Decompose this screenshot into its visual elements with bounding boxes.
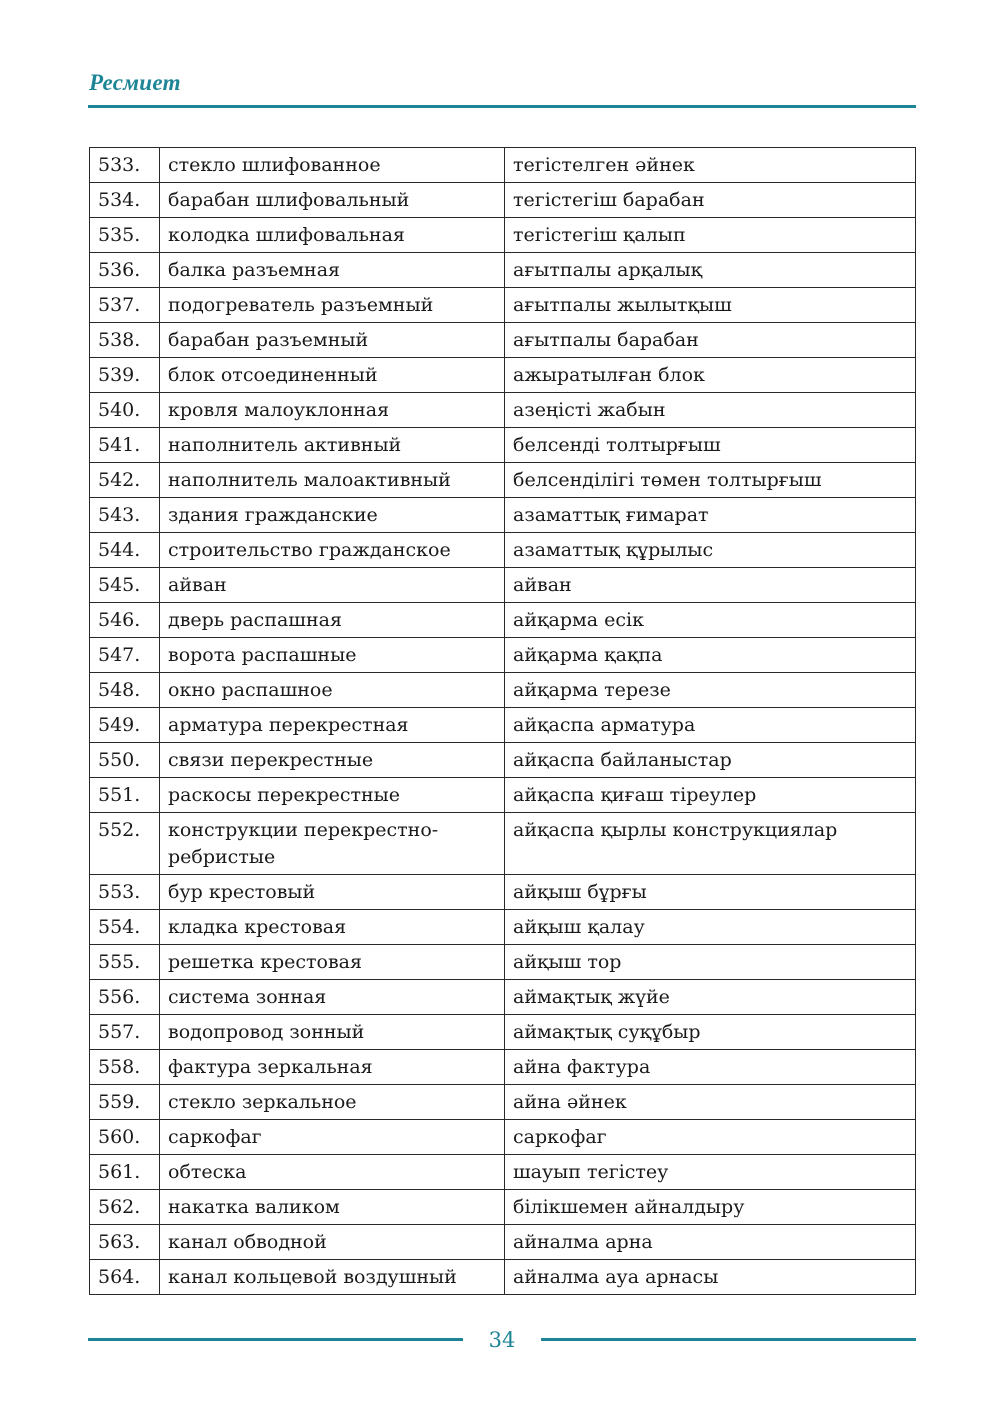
- kazakh-term-cell: аймақтық жүйе: [505, 980, 916, 1015]
- table-row: [90, 498, 916, 533]
- term-number-cell: 563.: [90, 1225, 160, 1260]
- kazakh-term-cell: тегістелген әйнек: [505, 148, 916, 183]
- term-number-cell: 540.: [90, 393, 160, 428]
- russian-term-cell: решетка крестовая: [160, 945, 505, 980]
- russian-term-cell: связи перекрестные: [160, 743, 505, 778]
- running-header-title: Ресмиет: [89, 70, 181, 95]
- russian-term-cell: бур крестовый: [160, 875, 505, 910]
- term-number-cell: 539.: [90, 358, 160, 393]
- kazakh-term-cell: азаматтық ғимарат: [505, 498, 916, 533]
- term-number-cell: 534.: [90, 183, 160, 218]
- russian-term-cell: здания гражданские: [160, 498, 505, 533]
- kazakh-term-cell: айқыш қалау: [505, 910, 916, 945]
- kazakh-term-cell: азаматтық құрылыс: [505, 533, 916, 568]
- kazakh-term-cell: азеңісті жабын: [505, 393, 916, 428]
- table-row: [90, 1260, 916, 1295]
- term-number-cell: 541.: [90, 428, 160, 463]
- header-divider: [88, 105, 916, 108]
- kazakh-term-cell: тегістегіш барабан: [505, 183, 916, 218]
- kazakh-term-cell: айван: [505, 568, 916, 603]
- table-row: [90, 148, 916, 183]
- russian-term-cell: барабан разъемный: [160, 323, 505, 358]
- page-number: 34: [488, 1328, 516, 1352]
- russian-term-cell: кровля малоуклонная: [160, 393, 505, 428]
- russian-term-cell: наполнитель активный: [160, 428, 505, 463]
- kazakh-term-cell: айна фактура: [505, 1050, 916, 1085]
- term-number-cell: 545.: [90, 568, 160, 603]
- kazakh-term-cell: білікшемен айналдыру: [505, 1190, 916, 1225]
- russian-term-cell: наполнитель малоактивный: [160, 463, 505, 498]
- russian-term-cell: стекло шлифованное: [160, 148, 505, 183]
- kazakh-term-cell: айқарма есік: [505, 603, 916, 638]
- term-number-cell: 561.: [90, 1155, 160, 1190]
- russian-term-cell: строительство гражданское: [160, 533, 505, 568]
- kazakh-term-cell: ағытпалы жылытқыш: [505, 288, 916, 323]
- kazakh-term-cell: ағытпалы арқалық: [505, 253, 916, 288]
- term-number-cell: 533.: [90, 148, 160, 183]
- kazakh-term-cell: айқарма қақпа: [505, 638, 916, 673]
- kazakh-term-cell: айқарма терезе: [505, 673, 916, 708]
- term-number-cell: 564.: [90, 1260, 160, 1295]
- russian-term-cell: окно распашное: [160, 673, 505, 708]
- term-number-cell: 537.: [90, 288, 160, 323]
- russian-term-cell: стекло зеркальное: [160, 1085, 505, 1120]
- term-number-cell: 560.: [90, 1120, 160, 1155]
- glossary-table: [89, 147, 916, 1295]
- kazakh-term-cell: айқаспа арматура: [505, 708, 916, 743]
- term-number-cell: 535.: [90, 218, 160, 253]
- table-row: [90, 253, 916, 288]
- russian-term-cell: барабан шлифовальный: [160, 183, 505, 218]
- table-row: [90, 288, 916, 323]
- russian-term-cell: обтеска: [160, 1155, 505, 1190]
- russian-term-cell: канал обводной: [160, 1225, 505, 1260]
- term-number-cell: 546.: [90, 603, 160, 638]
- term-number-cell: 549.: [90, 708, 160, 743]
- kazakh-term-cell: ажыратылған блок: [505, 358, 916, 393]
- table-row: [90, 183, 916, 218]
- term-number-cell: 536.: [90, 253, 160, 288]
- russian-term-cell: ворота распашные: [160, 638, 505, 673]
- russian-term-cell: система зонная: [160, 980, 505, 1015]
- kazakh-term-cell: айналма арна: [505, 1225, 916, 1260]
- kazakh-term-cell: айқаспа қырлы конструкциялар: [505, 813, 916, 875]
- russian-term-cell: конструкции перекрестно-ребристые: [160, 813, 505, 875]
- kazakh-term-cell: белсенді толтырғыш: [505, 428, 916, 463]
- kazakh-term-cell: белсенділігі төмен толтырғыш: [505, 463, 916, 498]
- russian-term-cell: колодка шлифовальная: [160, 218, 505, 253]
- kazakh-term-cell: айналма ауа арнасы: [505, 1260, 916, 1295]
- table-row: [90, 910, 916, 945]
- table-row: [90, 358, 916, 393]
- table-row: [90, 1050, 916, 1085]
- table-row: [90, 323, 916, 358]
- russian-term-cell: айван: [160, 568, 505, 603]
- russian-term-cell: саркофаг: [160, 1120, 505, 1155]
- term-number-cell: 557.: [90, 1015, 160, 1050]
- table-row: [90, 1225, 916, 1260]
- term-number-cell: 555.: [90, 945, 160, 980]
- russian-term-cell: фактура зеркальная: [160, 1050, 505, 1085]
- table-row: [90, 1155, 916, 1190]
- table-row: [90, 218, 916, 253]
- term-number-cell: 553.: [90, 875, 160, 910]
- table-row: [90, 568, 916, 603]
- kazakh-term-cell: ағытпалы барабан: [505, 323, 916, 358]
- term-number-cell: 543.: [90, 498, 160, 533]
- kazakh-term-cell: айқыш тор: [505, 945, 916, 980]
- russian-term-cell: водопровод зонный: [160, 1015, 505, 1050]
- term-number-cell: 542.: [90, 463, 160, 498]
- table-row: [90, 875, 916, 910]
- table-row: [90, 1190, 916, 1225]
- kazakh-term-cell: шауып тегістеу: [505, 1155, 916, 1190]
- term-number-cell: 552.: [90, 813, 160, 875]
- russian-term-cell: раскосы перекрестные: [160, 778, 505, 813]
- table-row: [90, 638, 916, 673]
- table-row: [90, 1085, 916, 1120]
- term-number-cell: 548.: [90, 673, 160, 708]
- kazakh-term-cell: айқыш бұрғы: [505, 875, 916, 910]
- table-row: [90, 743, 916, 778]
- table-row: [90, 533, 916, 568]
- kazakh-term-cell: айқаспа қиғаш тіреулер: [505, 778, 916, 813]
- table-row: [90, 778, 916, 813]
- table-row: [90, 1015, 916, 1050]
- term-number-cell: 550.: [90, 743, 160, 778]
- footer-divider-right: [541, 1338, 916, 1341]
- term-number-cell: 547.: [90, 638, 160, 673]
- kazakh-term-cell: айқаспа байланыстар: [505, 743, 916, 778]
- russian-term-cell: накатка валиком: [160, 1190, 505, 1225]
- table-row: [90, 1120, 916, 1155]
- kazakh-term-cell: саркофаг: [505, 1120, 916, 1155]
- table-row: [90, 980, 916, 1015]
- russian-term-cell: блок отсоединенный: [160, 358, 505, 393]
- table-row: [90, 813, 916, 875]
- russian-term-cell: арматура перекрестная: [160, 708, 505, 743]
- russian-term-cell: подогреватель разъемный: [160, 288, 505, 323]
- russian-term-cell: балка разъемная: [160, 253, 505, 288]
- table-row: [90, 673, 916, 708]
- glossary-table-body: [90, 148, 916, 1295]
- russian-term-cell: канал кольцевой воздушный: [160, 1260, 505, 1295]
- term-number-cell: 538.: [90, 323, 160, 358]
- term-number-cell: 558.: [90, 1050, 160, 1085]
- kazakh-term-cell: айна әйнек: [505, 1085, 916, 1120]
- table-row: [90, 603, 916, 638]
- russian-term-cell: дверь распашная: [160, 603, 505, 638]
- term-number-cell: 551.: [90, 778, 160, 813]
- term-number-cell: 556.: [90, 980, 160, 1015]
- table-row: [90, 708, 916, 743]
- table-row: [90, 393, 916, 428]
- kazakh-term-cell: тегістегіш қалып: [505, 218, 916, 253]
- footer-divider-left: [88, 1338, 463, 1341]
- russian-term-cell: кладка крестовая: [160, 910, 505, 945]
- kazakh-term-cell: аймақтық суқұбыр: [505, 1015, 916, 1050]
- table-row: [90, 463, 916, 498]
- term-number-cell: 562.: [90, 1190, 160, 1225]
- term-number-cell: 544.: [90, 533, 160, 568]
- term-number-cell: 559.: [90, 1085, 160, 1120]
- term-number-cell: 554.: [90, 910, 160, 945]
- table-row: [90, 945, 916, 980]
- table-row: [90, 428, 916, 463]
